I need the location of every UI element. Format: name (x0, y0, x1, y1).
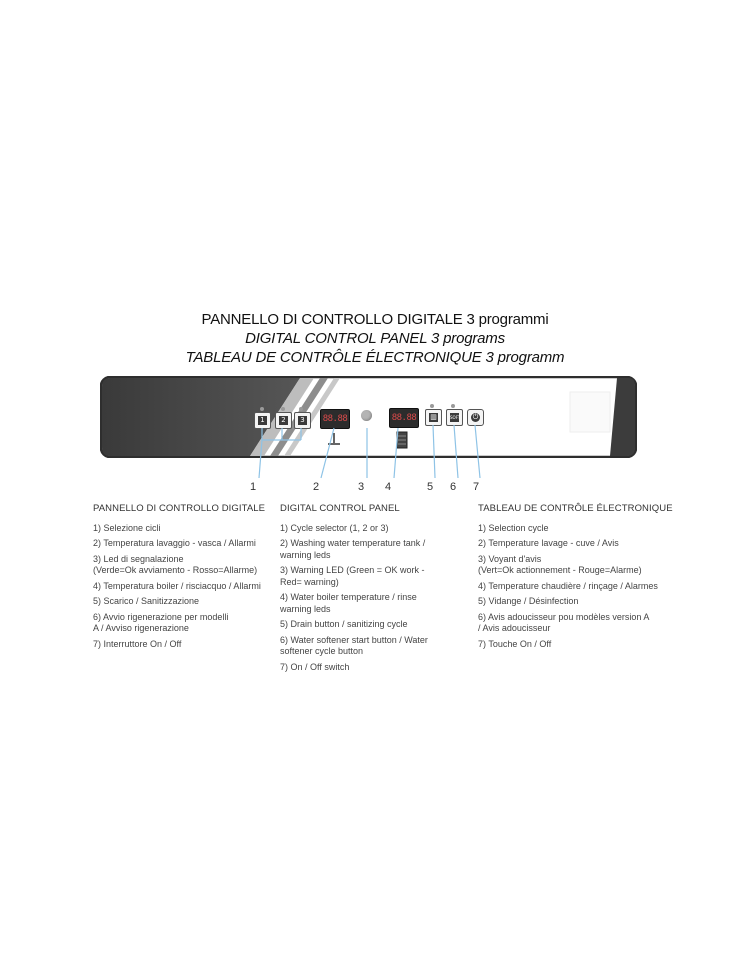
legend-french-heading: TABLEAU DE CONTRÔLE ÉLECTRONIQUE (478, 503, 673, 514)
legend-item (93, 581, 273, 593)
legend-item-line: 3) Warning LED (Green = OK work - (280, 565, 425, 575)
legend-item (478, 554, 678, 577)
callout-7: 7 (473, 481, 480, 493)
legend-french-items (478, 523, 678, 651)
title-english: DIGITAL CONTROL PANEL 3 programs (245, 330, 505, 347)
legend-item (280, 538, 460, 561)
wash-temperature-display: 88.88 (320, 409, 350, 429)
legend-item (478, 581, 678, 593)
legend-item-line: 1) Selezione cicli (93, 522, 161, 533)
legend-item (280, 565, 460, 588)
legend-item (93, 554, 273, 577)
callout-5: 5 (427, 481, 434, 493)
legend-item-line: 5) Scarico / Sanitizzazione (93, 596, 200, 606)
legend-item (478, 596, 678, 608)
title-french: TABLEAU DE CONTRÔLE ÉLECTRONIQUE 3 programm (185, 349, 565, 366)
legend-item-line: 1) Selection cycle (478, 522, 549, 533)
legend-item (478, 639, 678, 651)
legend-item (280, 662, 460, 674)
legend-english-heading: DIGITAL CONTROL PANEL (280, 503, 400, 514)
legend-item-line: warning leds (280, 549, 331, 560)
legend-item (93, 538, 273, 550)
boiler-temperature-display: 88.88 (389, 408, 419, 428)
legend-item-line: softener cycle button (280, 646, 364, 656)
callout-3: 3 (358, 481, 365, 493)
legend-item-line: Red= warning) (280, 576, 339, 587)
program-1-button[interactable]: 1 (254, 412, 271, 429)
legend-item-line: 7) On / Off switch (280, 661, 350, 672)
program-3-button[interactable]: 3 (294, 412, 311, 429)
legend-item-line: 7) Interruttore On / Off (93, 638, 182, 649)
legend-english (280, 503, 460, 677)
legend-item-line: 5) Drain button / sanitizing cycle (280, 619, 408, 629)
legend-item-line: 2) Temperatura lavaggio - vasca / Allarmi (93, 538, 256, 548)
callout-2: 2 (313, 481, 320, 493)
legend-item-line: 3) Led di segnalazione (93, 553, 184, 564)
legend-item (93, 596, 273, 608)
legend-item-line: 6) Water softener start button / Water (280, 634, 428, 645)
legend-item-line: 5) Vidange / Désinfection (478, 596, 579, 606)
legend-item-line: 3) Voyant d'avis (478, 553, 542, 564)
legend-item (478, 612, 678, 635)
program-2-button[interactable]: 2 (275, 412, 292, 429)
legend-item-line: (Verde=Ok avviamento - Rosso=Allarme) (93, 565, 258, 575)
callout-6: 6 (450, 481, 457, 493)
drain-button[interactable]: ▥ (425, 409, 442, 426)
legend-item-line: 4) Temperature chaudière / rinçage / Alarmes (478, 580, 658, 591)
legend-item (93, 612, 273, 635)
legend-item (280, 592, 460, 615)
legend-french (478, 503, 678, 654)
legend-item-line: 2) Temperature lavage - cuve / Avis (478, 538, 619, 548)
legend-item (280, 523, 460, 535)
legend-item-line: 2) Washing water temperature tank / (280, 538, 426, 548)
legend-item-line: / Avis adoucisseur (478, 623, 551, 633)
callout-1: 1 (250, 481, 257, 493)
legend-item (93, 639, 273, 651)
legend-italian-heading: PANNELLO DI CONTROLLO DIGITALE (93, 503, 266, 514)
softener-button[interactable]: SOFT (446, 409, 463, 426)
legend-item-line: A / Avviso rigenerazione (93, 623, 189, 633)
legend-item (280, 635, 460, 658)
legend-item-line: (Vert=Ok actionnement - Rouge=Alarme) (478, 565, 642, 575)
legend-item-line: 6) Avis adoucisseur pou modèles version A (478, 611, 650, 622)
legend-item (93, 523, 273, 535)
power-button[interactable]: ⏻ (467, 409, 484, 426)
legend-item-line: 6) Avvio rigenerazione per modelli (93, 611, 229, 622)
title-italian: PANNELLO DI CONTROLLO DIGITALE 3 programmi (201, 311, 549, 328)
callout-4: 4 (385, 481, 392, 493)
legend-item-line: warning leds (280, 603, 331, 614)
legend-item (478, 538, 678, 550)
legend-item (478, 523, 678, 535)
legend-item-line: 7) Touche On / Off (478, 638, 552, 649)
legend-item-line: 4) Temperatura boiler / risciacquo / Allarmi (93, 580, 261, 591)
legend-english-items (280, 523, 460, 674)
legend-italian (93, 503, 273, 654)
legend-item-line: 4) Water boiler temperature / rinse (280, 592, 417, 602)
legend-italian-items (93, 523, 273, 651)
legend-item (280, 619, 460, 631)
legend-item-line: 1) Cycle selector (1, 2 or 3) (280, 522, 389, 533)
